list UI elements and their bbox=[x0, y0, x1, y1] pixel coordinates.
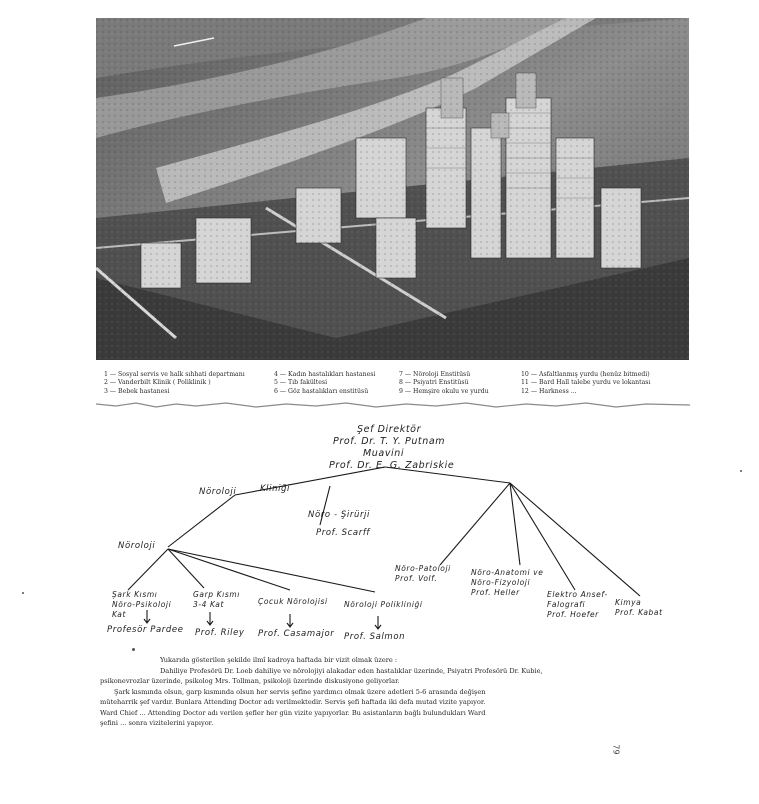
sark-kismi-label bbox=[112, 590, 171, 620]
chief-title: Şef Direktör bbox=[357, 424, 422, 435]
anatomi-line-2: Nöro-Fizyoloji bbox=[471, 578, 531, 587]
pardee-label: Profesör Pardee bbox=[107, 625, 184, 635]
legend-item: 6 — Göz hastalıkları enstitüsü bbox=[274, 387, 369, 395]
body-line: müteharrik şef vardır. Bunlara Attending Doctor adı verilmektedir. Servis şefi haftada iki defa mutad vizite yapıyor. bbox=[100, 698, 486, 706]
riley-label: Prof. Riley bbox=[195, 628, 245, 638]
page-number: 79 bbox=[611, 744, 621, 755]
anatomi-line-1: Nöro-Anatomi ve bbox=[471, 568, 544, 577]
cocuk-noroloji-label: Çocuk Nörolojisi bbox=[258, 597, 328, 606]
sark-line-1: Şark Kısmı bbox=[112, 590, 158, 599]
legend-item: 12 — Harkness ... bbox=[521, 387, 577, 395]
noroloji-poliklinik-label: Nöroloji Polikliniği bbox=[344, 600, 423, 609]
garp-kismi-label bbox=[193, 590, 240, 610]
legend-item: 5 — Tıb fakültesi bbox=[274, 379, 328, 387]
garp-line-2: 3-4 Kat bbox=[193, 600, 225, 609]
body-line: şefini ... sonra vizitelerini yapıyor. bbox=[100, 719, 214, 727]
noro-patoloji-label bbox=[395, 564, 451, 584]
noroloji-mid-label: Nöroloji bbox=[118, 541, 156, 551]
anatomi-line-3: Prof. Heller bbox=[471, 588, 520, 597]
patoloji-line-2: Prof. Volf. bbox=[395, 574, 438, 583]
scan-speck bbox=[132, 648, 135, 651]
casamajor-label: Prof. Casamajor bbox=[258, 629, 335, 639]
noro-sirurji-label: Nöro - Şirürji bbox=[308, 510, 370, 520]
legend-item: 4 — Kadın hastalıkları hastanesi bbox=[274, 371, 376, 378]
legend-item: 10 — Asfaltlanmış yurdu (henüz bitmedi) bbox=[521, 371, 650, 378]
legend-item: 9 — Hemşire okulu ve yurdu bbox=[399, 387, 489, 395]
body-paragraph bbox=[100, 655, 590, 729]
elektro-line-2: Falografi bbox=[547, 600, 586, 609]
deputy-name: Prof. Dr. E. G. Zabriskie bbox=[329, 460, 455, 471]
scarff-label: Prof. Scarff bbox=[316, 528, 371, 538]
legend-item: 11 — Bard Hall talebe yurdu ve lokantası bbox=[521, 379, 651, 387]
kimya-line-1: Kimya bbox=[615, 598, 642, 607]
deputy-title: Muavini bbox=[363, 448, 405, 459]
scan-speck bbox=[740, 470, 742, 472]
garp-line-1: Garp Kısmı bbox=[193, 590, 240, 599]
noroloji-top-label: Nöroloji bbox=[199, 487, 237, 497]
body-line: Dahiliye Profesörü Dr. Loeb dahiliye ve nörolojiyi alakadar eden hastalıklar üzerinde, Psiyatri Profesörü Dr. Kubie, bbox=[160, 666, 543, 675]
legend-item: 1 — Sosyal servis ve halk sıhhati departmanı bbox=[104, 371, 245, 378]
kimya-line-2: Prof. Kabat bbox=[615, 608, 663, 617]
kimya-label bbox=[615, 598, 663, 618]
legend-item: 8 — Psiyatri Enstitüsü bbox=[399, 379, 469, 387]
scan-speck bbox=[22, 592, 24, 594]
sark-line-2: Nöro-Psikoloji bbox=[112, 600, 172, 609]
legend-item: 7 — Nöroloji Enstitüsü bbox=[399, 371, 471, 378]
patoloji-line-1: Nöro-Patoloji bbox=[395, 564, 451, 573]
chief-name: Prof. Dr. T. Y. Putnam bbox=[333, 436, 446, 447]
elektro-line-3: Prof. Hoefer bbox=[547, 610, 599, 619]
noro-anatomi-label bbox=[471, 568, 543, 598]
elektro-label bbox=[547, 590, 608, 620]
legend-item: 2 — Vanderbilt Klinik ( Poliklinik ) bbox=[104, 379, 211, 387]
salmon-label: Prof. Salmon bbox=[344, 632, 406, 642]
elektro-line-1: Elektro Ansef- bbox=[547, 590, 608, 599]
body-line: Yukarıda gösterilen şekilde ilmî kadroya haftada bir vizit olmak üzere : bbox=[160, 656, 398, 664]
sark-line-3: Kat bbox=[112, 610, 126, 619]
klinigi-label: Kliniği bbox=[260, 484, 291, 494]
body-line: Şark kısmında olsun, garp kısmında olsun her servis şefine yardımcı olmak üzere adetleri 5-6 arasında değişen bbox=[114, 687, 486, 696]
legend-item: 3 — Bebek hastanesi bbox=[104, 387, 170, 395]
body-line: psikonevrozlar üzerinde, psikolog Mrs. Tollman, psikoloji üzerinde diskusiyone geliyorlar. bbox=[100, 677, 400, 685]
body-line: Ward Chief ... Attending Doctor adı verilen şefler her gün vizite yapıyorlar. Bu asistanların bağlı bulundukları Ward bbox=[100, 708, 486, 717]
